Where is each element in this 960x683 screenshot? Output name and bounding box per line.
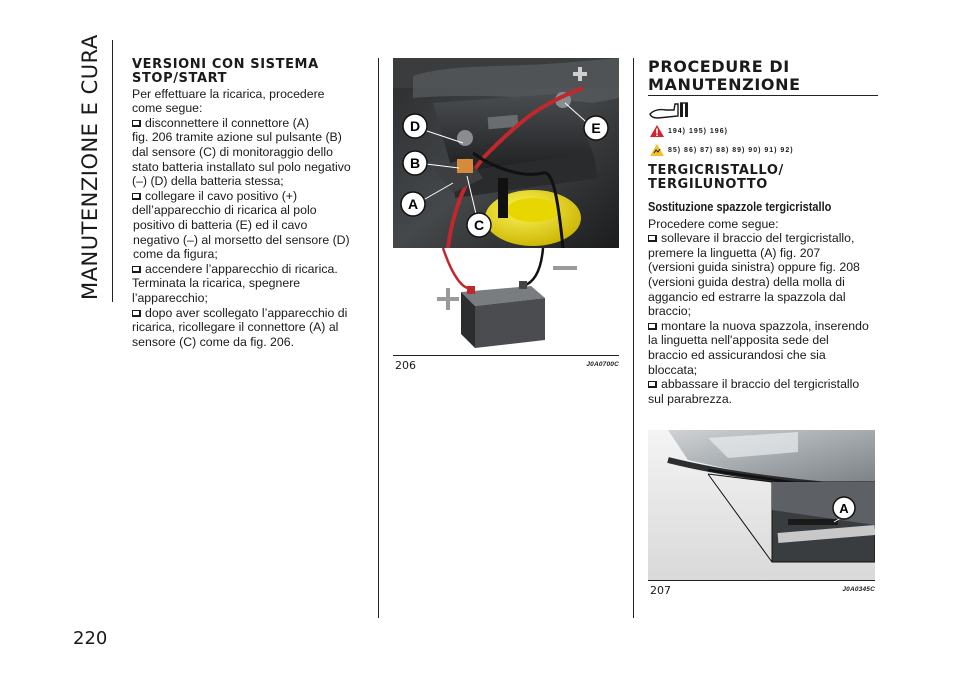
- bullet-icon: [648, 381, 657, 388]
- figure-207: [648, 430, 875, 600]
- bullet-icon: [132, 266, 141, 273]
- intro-text: Per effettuare la ricarica, procedere come segue:: [132, 86, 325, 116]
- section-heading: PROCEDURE DI MANUTENZIONE: [648, 58, 878, 96]
- figure-caption: [393, 355, 619, 372]
- callout-a: [833, 497, 855, 519]
- bullet-icon: [132, 193, 141, 200]
- section-title: Sostituzione spazzole tergicristallo: [648, 199, 832, 214]
- side-divider: [112, 40, 113, 302]
- svg-text:C: C: [473, 217, 485, 233]
- figure-number: 206: [395, 359, 416, 372]
- callout-e: [584, 116, 608, 140]
- battery-photo: [393, 58, 619, 248]
- bullet-icon: [648, 235, 657, 242]
- figure-206: [393, 58, 619, 372]
- step-item: disconnettere il connettore (A) fig. 206 tramite azione sul pulsante (B) dal sensore (C) di monitoraggio dello stato batteria installato sul polo negativo (–) (D) della batteria stessa;: [132, 115, 351, 189]
- svg-text:D: D: [409, 118, 421, 134]
- wiper-photo: [648, 430, 875, 580]
- wiper-section: [648, 164, 878, 406]
- figure-caption: [648, 580, 875, 597]
- figure-code: J0A0345C: [842, 586, 875, 593]
- callout-d: [403, 114, 427, 138]
- minus-sign: [553, 266, 577, 270]
- heading-line-2: STOP/START: [132, 71, 228, 87]
- step-item: accendere l’apparecchio di ricarica. Terminata la ricarica, spegnere l’apparecchio;: [132, 261, 338, 305]
- intro-text: Procedere come segue:: [648, 216, 779, 231]
- column-stop-start: [132, 58, 367, 349]
- plus-sign: [437, 288, 459, 310]
- subsection-heading: TERGICRISTALLO/ TERGILUNOTTO: [648, 163, 784, 193]
- chapter-side-title: MANUTENZIONE E CURA: [78, 34, 102, 300]
- bullet-icon: [132, 120, 141, 127]
- step-item: sollevare il braccio del tergicristallo, premere la linguetta (A) fig. 207 (versioni guida sinistra) oppure fig. 208 (versioni guida destra) della molla di aggancio ed estrarre la spazzola dal braccio;: [648, 231, 860, 319]
- figure-number: 207: [650, 584, 671, 597]
- section-heading: [132, 58, 367, 87]
- charger-illustration: [393, 248, 619, 358]
- svg-text:A: A: [407, 196, 419, 212]
- column-divider: [633, 58, 634, 618]
- step-item: montare la nuova spazzola, inserendo la linguetta nell'apposita sede del braccio ed assicurandosi che sia bloccata;: [648, 318, 869, 377]
- warning-triangle-icon: [650, 125, 664, 137]
- heading-line-1: VERSIONI CON SISTEMA: [132, 57, 319, 72]
- callout-a: [401, 192, 425, 216]
- column-divider: [378, 58, 379, 618]
- page-number: 220: [73, 628, 108, 649]
- figure-code: J0A0700C: [586, 361, 619, 368]
- callout-b: [403, 151, 427, 175]
- step-item: dopo aver scollegato l’apparecchio di ricarica, ricollegare il connettore (A) al sensore (C) come da fig. 206.: [132, 305, 348, 349]
- column-maintenance: [648, 58, 878, 96]
- step-item: abbassare il braccio del tergicristallo sul parabrezza.: [648, 377, 860, 406]
- bullet-icon: [132, 310, 141, 317]
- svg-text:A: A: [839, 501, 849, 516]
- step-item: collegare il cavo positivo (+) dell’apparecchio di ricarica al polo positivo di batteria (E) ed il cavo negativo (–) al morsetto del sensore (D) come da figura;: [132, 188, 350, 262]
- caution-triangle-icon: [650, 144, 664, 156]
- caution-refs-row: 85) 86) 87) 88) 89) 90) 91) 92): [650, 144, 794, 156]
- service-hand-icon: [648, 100, 692, 120]
- warning-refs-row: 194) 195) 196): [650, 125, 728, 137]
- bullet-icon: [648, 323, 657, 330]
- callout-c: [467, 213, 491, 237]
- svg-text:E: E: [591, 120, 601, 136]
- svg-text:B: B: [409, 155, 421, 171]
